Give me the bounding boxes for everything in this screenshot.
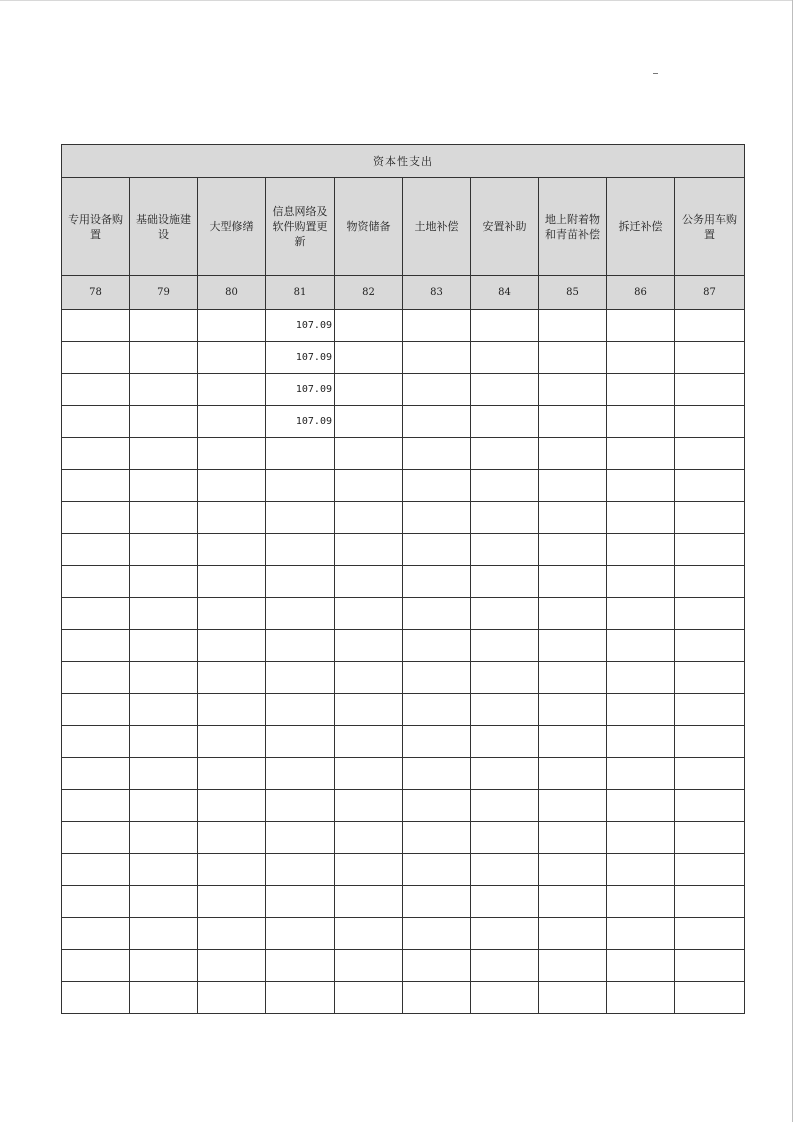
table-cell [675, 406, 745, 438]
table-cell [403, 374, 471, 406]
column-header: 土地补偿 [403, 178, 471, 276]
table-cell [335, 534, 403, 566]
table-row [62, 406, 745, 438]
table-cell [198, 950, 266, 982]
table-cell [266, 438, 335, 470]
table-cell [403, 886, 471, 918]
table-cell [198, 342, 266, 374]
table-cell [675, 598, 745, 630]
table-cell [198, 758, 266, 790]
table-cell [403, 694, 471, 726]
table-cell [62, 790, 130, 822]
column-code: 84 [471, 276, 539, 310]
table-row [62, 726, 745, 758]
table-cell [607, 950, 675, 982]
table-cell [675, 822, 745, 854]
table-cell [198, 694, 266, 726]
column-header: 信息网络及软件购置更新 [266, 178, 335, 276]
table-cell [62, 630, 130, 662]
table-cell [198, 470, 266, 502]
table-row [62, 758, 745, 790]
table-cell [335, 950, 403, 982]
table-cell [130, 502, 198, 534]
table-cell [403, 470, 471, 502]
table-cell [403, 310, 471, 342]
group-header-row [62, 145, 745, 178]
table-cell [607, 406, 675, 438]
table-cell [471, 726, 539, 758]
table-cell [335, 438, 403, 470]
table-cell [607, 694, 675, 726]
table-cell [403, 982, 471, 1014]
table-cell [266, 758, 335, 790]
column-header: 大型修缮 [198, 178, 266, 276]
table-cell [62, 374, 130, 406]
table-cell [62, 310, 130, 342]
table-cell [539, 310, 607, 342]
table-cell [403, 566, 471, 598]
table-cell [335, 598, 403, 630]
table-cell [539, 502, 607, 534]
table-cell [471, 886, 539, 918]
table-cell [607, 374, 675, 406]
table-cell [607, 982, 675, 1014]
table-row [62, 502, 745, 534]
table-cell [198, 854, 266, 886]
table-cell [266, 662, 335, 694]
table-cell [62, 886, 130, 918]
table-cell [471, 918, 539, 950]
table-cell [335, 854, 403, 886]
table-cell [266, 502, 335, 534]
table-cell [675, 854, 745, 886]
table-cell [607, 534, 675, 566]
table-cell [266, 950, 335, 982]
capital-expenditure-table [61, 144, 745, 1014]
table-row [62, 566, 745, 598]
table-cell [675, 438, 745, 470]
table-cell [62, 470, 130, 502]
table-row [62, 982, 745, 1014]
table-cell [675, 566, 745, 598]
table-cell [471, 566, 539, 598]
table-cell [130, 374, 198, 406]
column-code: 86 [607, 276, 675, 310]
table-cell [266, 790, 335, 822]
table-cell [675, 342, 745, 374]
table-cell [335, 342, 403, 374]
table-row [62, 374, 745, 406]
table-row [62, 438, 745, 470]
column-header: 拆迁补偿 [607, 178, 675, 276]
table-cell [266, 726, 335, 758]
table-cell [198, 502, 266, 534]
table-cell [539, 726, 607, 758]
table-cell [607, 822, 675, 854]
table-cell: 107.09 [266, 310, 335, 342]
table-cell [675, 310, 745, 342]
table-cell [539, 822, 607, 854]
table-cell [607, 854, 675, 886]
column-code: 87 [675, 276, 745, 310]
table-cell [675, 662, 745, 694]
table-cell [471, 374, 539, 406]
table-cell [471, 694, 539, 726]
table-cell [62, 406, 130, 438]
table-cell [266, 822, 335, 854]
table-cell [471, 438, 539, 470]
table-cell [471, 534, 539, 566]
table-cell [62, 950, 130, 982]
table-cell [130, 630, 198, 662]
table-cell [607, 310, 675, 342]
table-cell [130, 342, 198, 374]
table-cell [675, 502, 745, 534]
table-cell: 107.09 [266, 406, 335, 438]
table-cell [403, 630, 471, 662]
table-row [62, 630, 745, 662]
table-cell [335, 694, 403, 726]
table-cell [335, 662, 403, 694]
table-cell [675, 726, 745, 758]
table-cell [335, 822, 403, 854]
table-cell [675, 790, 745, 822]
column-code: 80 [198, 276, 266, 310]
table-cell [607, 662, 675, 694]
table-cell [471, 950, 539, 982]
table-row [62, 662, 745, 694]
table-cell [198, 982, 266, 1014]
table-cell [403, 662, 471, 694]
column-header: 物资储备 [335, 178, 403, 276]
table-cell [198, 566, 266, 598]
table-cell [62, 566, 130, 598]
table-cell [403, 758, 471, 790]
table-cell [403, 726, 471, 758]
table-cell [471, 790, 539, 822]
table-row [62, 598, 745, 630]
table-cell [62, 598, 130, 630]
table-cell: 107.09 [266, 374, 335, 406]
table-cell [471, 406, 539, 438]
table-cell [607, 502, 675, 534]
table-cell [266, 886, 335, 918]
table-cell [675, 950, 745, 982]
table-cell [335, 310, 403, 342]
table-cell [130, 950, 198, 982]
table-cell [471, 822, 539, 854]
table-cell [130, 694, 198, 726]
table-cell [335, 566, 403, 598]
table-cell [471, 310, 539, 342]
table-cell [335, 502, 403, 534]
table-cell [607, 790, 675, 822]
table-cell [198, 790, 266, 822]
column-code: 79 [130, 276, 198, 310]
table-cell [403, 918, 471, 950]
table-cell [130, 470, 198, 502]
table-cell [471, 342, 539, 374]
table-cell [130, 822, 198, 854]
table-cell [403, 950, 471, 982]
table-cell [335, 790, 403, 822]
table-cell [403, 342, 471, 374]
table-cell [198, 886, 266, 918]
table-cell [62, 342, 130, 374]
table-cell [403, 502, 471, 534]
table-cell [335, 918, 403, 950]
table-cell [539, 374, 607, 406]
column-header: 地上附着物和青苗补偿 [539, 178, 607, 276]
table-cell [335, 406, 403, 438]
table-cell [130, 918, 198, 950]
table-cell [130, 982, 198, 1014]
column-code: 82 [335, 276, 403, 310]
table-cell [62, 822, 130, 854]
table-cell [266, 598, 335, 630]
table-cell [198, 630, 266, 662]
table-cell [539, 630, 607, 662]
table-cell [675, 470, 745, 502]
table-cell [539, 438, 607, 470]
table-cell [335, 886, 403, 918]
table-cell [471, 758, 539, 790]
table-cell [198, 598, 266, 630]
table-cell [539, 694, 607, 726]
table-cell [403, 534, 471, 566]
table-cell [607, 726, 675, 758]
table-cell [539, 662, 607, 694]
table-cell [130, 854, 198, 886]
table-cell [130, 758, 198, 790]
column-code-row [62, 276, 745, 310]
table-cell [471, 982, 539, 1014]
table-cell [403, 822, 471, 854]
table-cell [62, 726, 130, 758]
table-row [62, 470, 745, 502]
table-cell [130, 790, 198, 822]
column-header: 专用设备购置 [62, 178, 130, 276]
table-cell [607, 630, 675, 662]
table-cell [539, 534, 607, 566]
table-cell [675, 758, 745, 790]
table-cell [403, 406, 471, 438]
table-cell [471, 470, 539, 502]
table-cell [130, 438, 198, 470]
table-cell [62, 982, 130, 1014]
column-header: 安置补助 [471, 178, 539, 276]
table-row [62, 950, 745, 982]
table-cell [539, 918, 607, 950]
table-cell [198, 822, 266, 854]
table-cell [539, 598, 607, 630]
column-code: 78 [62, 276, 130, 310]
scan-speck [653, 73, 658, 74]
table-row [62, 342, 745, 374]
table-cell [62, 502, 130, 534]
table-cell [130, 662, 198, 694]
table-cell [403, 854, 471, 886]
table-cell [403, 790, 471, 822]
page-top-edge [0, 0, 793, 1]
table-row [62, 534, 745, 566]
table-cell [198, 438, 266, 470]
table-cell [198, 726, 266, 758]
table-cell [607, 758, 675, 790]
table-cell [539, 342, 607, 374]
table-cell [539, 854, 607, 886]
table-cell [335, 374, 403, 406]
table-row [62, 694, 745, 726]
table-cell [130, 598, 198, 630]
table-cell [266, 630, 335, 662]
table-row [62, 886, 745, 918]
column-header: 公务用车购置 [675, 178, 745, 276]
table-row [62, 310, 745, 342]
table-cell [130, 726, 198, 758]
table-cell [471, 502, 539, 534]
table-cell [539, 406, 607, 438]
table-cell [539, 790, 607, 822]
table-cell [62, 918, 130, 950]
table-cell [539, 950, 607, 982]
table-cell [675, 982, 745, 1014]
table-cell [62, 758, 130, 790]
table-cell [403, 438, 471, 470]
table-cell [335, 758, 403, 790]
table-row [62, 822, 745, 854]
table-cell [471, 662, 539, 694]
group-title: 资本性支出 [62, 145, 745, 178]
table-cell [62, 534, 130, 566]
table-cell: 107.09 [266, 342, 335, 374]
table-cell [471, 630, 539, 662]
column-header: 基础设施建设 [130, 178, 198, 276]
table-cell [266, 534, 335, 566]
table-cell [198, 310, 266, 342]
table-cell [198, 374, 266, 406]
table-cell [539, 758, 607, 790]
table-cell [62, 694, 130, 726]
table-cell [266, 918, 335, 950]
table-cell [675, 918, 745, 950]
table-row [62, 918, 745, 950]
table-body [62, 310, 745, 1014]
table-cell [266, 982, 335, 1014]
column-code: 85 [539, 276, 607, 310]
table-cell [675, 886, 745, 918]
table-cell [130, 534, 198, 566]
table-cell [539, 470, 607, 502]
table-row [62, 854, 745, 886]
table-cell [335, 982, 403, 1014]
table-cell [198, 662, 266, 694]
table-cell [675, 694, 745, 726]
table-cell [198, 406, 266, 438]
table-cell [266, 854, 335, 886]
table-cell [62, 662, 130, 694]
table-cell [607, 886, 675, 918]
table-cell [607, 470, 675, 502]
table-cell [607, 918, 675, 950]
table-cell [335, 630, 403, 662]
table-cell [607, 342, 675, 374]
table-cell [471, 598, 539, 630]
table-cell [266, 566, 335, 598]
table-cell [62, 438, 130, 470]
table-cell [539, 566, 607, 598]
table-row [62, 790, 745, 822]
table-cell [198, 534, 266, 566]
table-cell [675, 630, 745, 662]
table-cell [403, 598, 471, 630]
table-cell [539, 886, 607, 918]
table-cell [130, 566, 198, 598]
table-cell [539, 982, 607, 1014]
table-cell [130, 406, 198, 438]
table-cell [607, 438, 675, 470]
table-cell [607, 566, 675, 598]
table-cell [675, 374, 745, 406]
column-header-row [62, 178, 745, 276]
table-cell [266, 694, 335, 726]
table-cell [471, 854, 539, 886]
column-code: 81 [266, 276, 335, 310]
table-cell [335, 726, 403, 758]
table-cell [130, 886, 198, 918]
table-cell [62, 854, 130, 886]
table-cell [607, 598, 675, 630]
table-cell [198, 918, 266, 950]
table-cell [675, 534, 745, 566]
table-cell [130, 310, 198, 342]
column-code: 83 [403, 276, 471, 310]
table-cell [335, 470, 403, 502]
table-cell [266, 470, 335, 502]
